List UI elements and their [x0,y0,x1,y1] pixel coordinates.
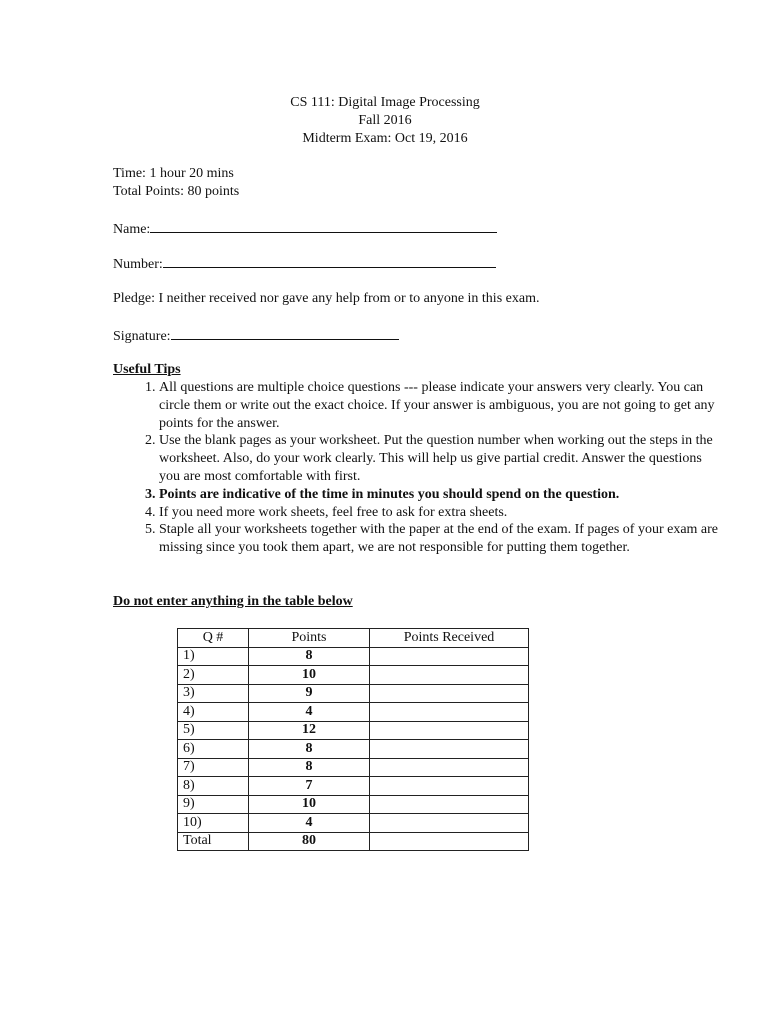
total-points-info: Total Points: 80 points [113,184,240,199]
pledge-text: Pledge: I neither received nor gave any help from or to anyone in this exam. [113,291,540,306]
table-row [178,647,529,666]
question-cell: Total [178,832,249,851]
tip-item: 3. Points are indicative of the time in minutes you should spend on the question. [159,486,719,504]
name-label: Name: [113,222,151,237]
score-table [177,628,529,851]
question-cell: 4) [178,703,249,722]
header-points: Points [249,629,370,648]
table-row [178,795,529,814]
question-cell: 3) [178,684,249,703]
points-cell: 80 [249,832,370,851]
table-header-row [178,629,529,648]
points-received-cell [370,795,529,814]
points-received-cell [370,758,529,777]
points-cell: 4 [249,703,370,722]
table-row [178,814,529,833]
tip-item: 2. Use the blank pages as your worksheet. Put the question number when working out the steps in the worksheet. Also, do your work clearly. This will help us give partial credit. Answer the questions you are most comfortable with first. [159,432,719,485]
signature-field [113,326,399,346]
points-received-cell [370,721,529,740]
number-field [113,254,496,274]
question-cell: 1) [178,647,249,666]
signature-label: Signature: [113,329,171,344]
points-cell: 4 [249,814,370,833]
time-info: Time: 1 hour 20 mins [113,166,234,181]
points-cell: 8 [249,647,370,666]
table-row [178,832,529,851]
tip-item: 5. Staple all your worksheets together with the paper at the end of the exam. If pages of your exam are missing since you took them apart, we are not responsible for putting them together. [159,521,719,557]
points-cell: 8 [249,740,370,759]
points-received-cell [370,666,529,685]
table-row [178,703,529,722]
name-blank [150,219,497,233]
exam-title: Midterm Exam: Oct 19, 2016 [302,131,468,146]
question-cell: 2) [178,666,249,685]
question-cell: 10) [178,814,249,833]
number-label: Number: [113,257,163,272]
name-field [113,219,497,239]
points-received-cell [370,703,529,722]
table-row [178,684,529,703]
term: Fall 2016 [358,113,412,128]
tips-title: Useful Tips [113,362,181,377]
question-cell: 5) [178,721,249,740]
points-cell: 12 [249,721,370,740]
question-cell: 7) [178,758,249,777]
points-cell: 7 [249,777,370,796]
question-cell: 9) [178,795,249,814]
points-received-cell [370,832,529,851]
question-cell: 6) [178,740,249,759]
header-points-received: Points Received [370,629,529,648]
points-received-cell [370,740,529,759]
points-received-cell [370,777,529,796]
points-cell: 10 [249,666,370,685]
table-row [178,666,529,685]
table-row [178,721,529,740]
tip-item: 1. All questions are multiple choice questions --- please indicate your answers very clearly. You can circle them or write out the exact choice. If your answer is ambiguous, you are not going to get any points for the answer. [159,379,719,432]
points-received-cell [370,647,529,666]
points-cell: 9 [249,684,370,703]
tip-item: 4. If you need more work sheets, feel free to ask for extra sheets. [159,504,719,522]
table-row [178,758,529,777]
exam-header [0,94,770,148]
number-blank [163,254,496,268]
signature-blank [171,326,399,340]
course-title: CS 111: Digital Image Processing [290,95,480,110]
table-row [178,777,529,796]
score-table-title: Do not enter anything in the table below [113,594,353,609]
tips-list [113,379,719,557]
points-received-cell [370,684,529,703]
points-received-cell [370,814,529,833]
points-cell: 8 [249,758,370,777]
question-cell: 8) [178,777,249,796]
header-q: Q # [178,629,249,648]
points-cell: 10 [249,795,370,814]
table-row [178,740,529,759]
